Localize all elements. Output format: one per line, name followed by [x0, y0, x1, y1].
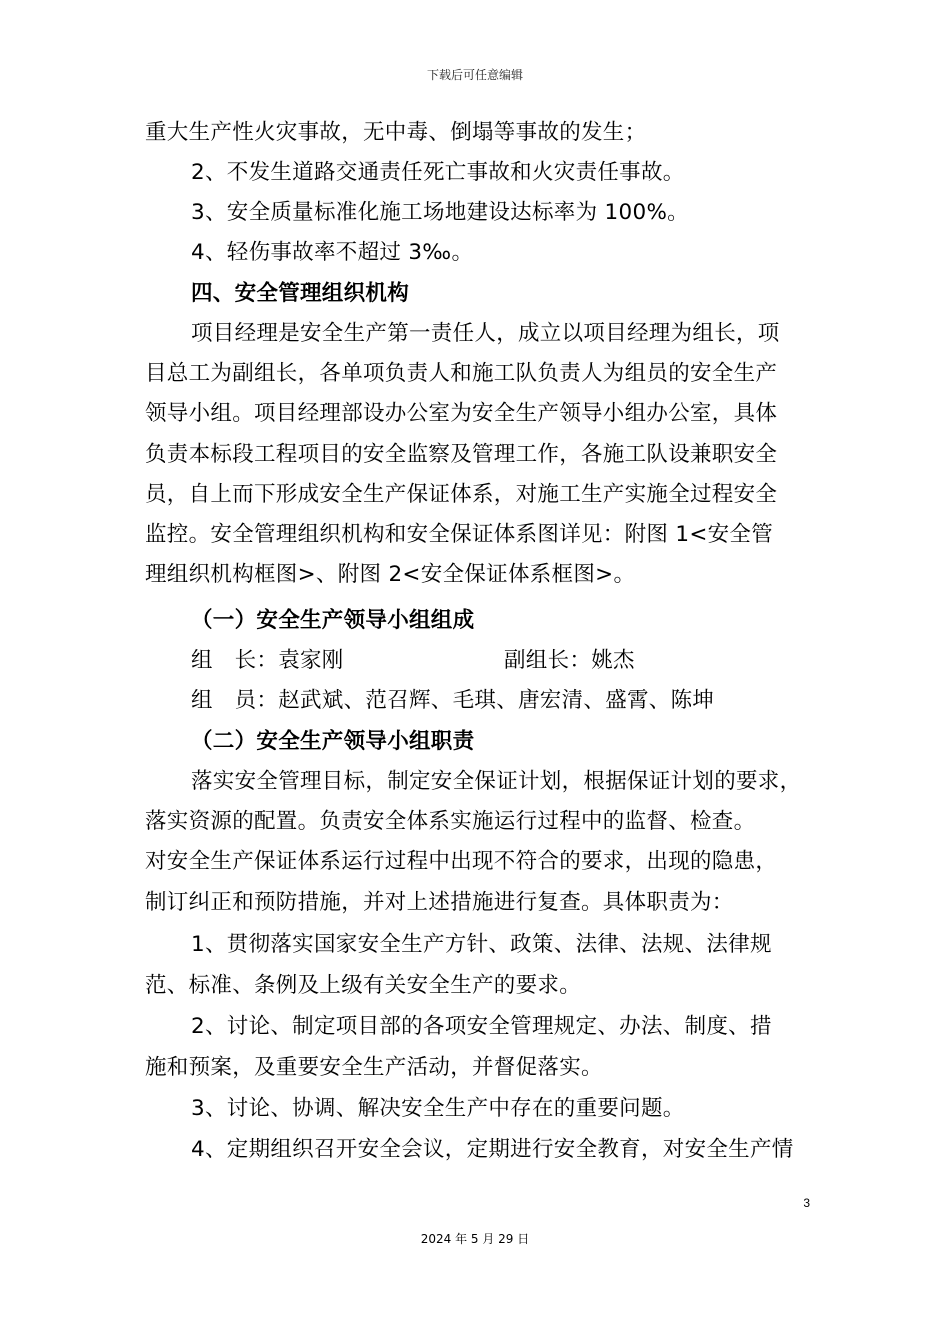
paragraph-line: 领导小组。项目经理部设办公室为安全生产领导小组办公室，具体: [145, 401, 778, 426]
list-item: 2、讨论、制定项目部的各项安全管理规定、办法、制度、措: [191, 1014, 772, 1039]
list-item: 3、讨论、协调、解决安全生产中存在的重要问题。: [191, 1096, 685, 1121]
paragraph-line: 项目经理是安全生产第一责任人，成立以项目经理为组长，项: [191, 321, 780, 346]
leader-row: [145, 646, 853, 676]
group-members: 组 员：赵武斌、范召辉、毛琪、唐宏清、盛霄、陈坤: [191, 688, 715, 713]
paragraph-line: 目总工为副组长，各单项负责人和施工队负责人为组员的安全生产: [145, 361, 778, 386]
paragraph-line: 负责本标段工程项目的安全监察及管理工作，各施工队设兼职安全: [145, 442, 778, 467]
footer-date: 2024 年 5 月 29 日: [420, 1232, 530, 1246]
list-item-continued: 范、标准、条例及上级有关安全生产的要求。: [145, 973, 582, 998]
list-item: 3、安全质量标准化施工场地建设达标率为 100%。: [191, 200, 689, 225]
paragraph-line: 监控。安全管理组织机构和安全保证体系图详见：附图 1<安全管: [145, 522, 774, 547]
paragraph-line: 落实安全管理目标，制定安全保证计划，根据保证计划的要求，: [191, 769, 802, 794]
page-number: 3: [803, 1196, 810, 1210]
paragraph-line: 制订纠正和预防措施，并对上述措施进行复查。具体职责为：: [145, 890, 734, 915]
paragraph-line: 员，自上而下形成安全生产保证体系，对施工生产实施全过程安全: [145, 482, 778, 507]
list-item: 4、轻伤事故率不超过 3‰。: [191, 240, 474, 265]
subsection-heading: （二）安全生产领导小组职责: [191, 729, 475, 754]
group-leader: 组 长：袁家刚: [191, 648, 344, 673]
deputy-leader: 副组长：姚杰: [504, 648, 635, 673]
paragraph-line: 重大生产性火灾事故，无中毒、倒塌等事故的发生；: [145, 120, 647, 145]
subsection-heading: （一）安全生产领导小组组成: [191, 608, 475, 633]
paragraph-line: 理组织机构框图>、附图 2<安全保证体系框图>。: [145, 562, 636, 587]
paragraph-line: 对安全生产保证体系运行过程中出现不符合的要求，出现的隐患，: [145, 849, 778, 874]
paragraph-line: 落实资源的配置。负责安全体系实施运行过程中的监督、检查。: [145, 809, 756, 834]
list-item-continued: 施和预案，及重要安全生产活动，并督促落实。: [145, 1055, 603, 1080]
list-item: 1、贯彻落实国家安全生产方针、政策、法律、法规、法律规: [191, 932, 772, 957]
list-item: 2、不发生道路交通责任死亡事故和火灾责任事故。: [191, 160, 685, 185]
list-item: 4、定期组织召开安全会议，定期进行安全教育，对安全生产情: [191, 1137, 794, 1162]
section-heading: 四、安全管理组织机构: [191, 281, 410, 306]
page-header: 下载后可任意编辑: [426, 68, 523, 82]
